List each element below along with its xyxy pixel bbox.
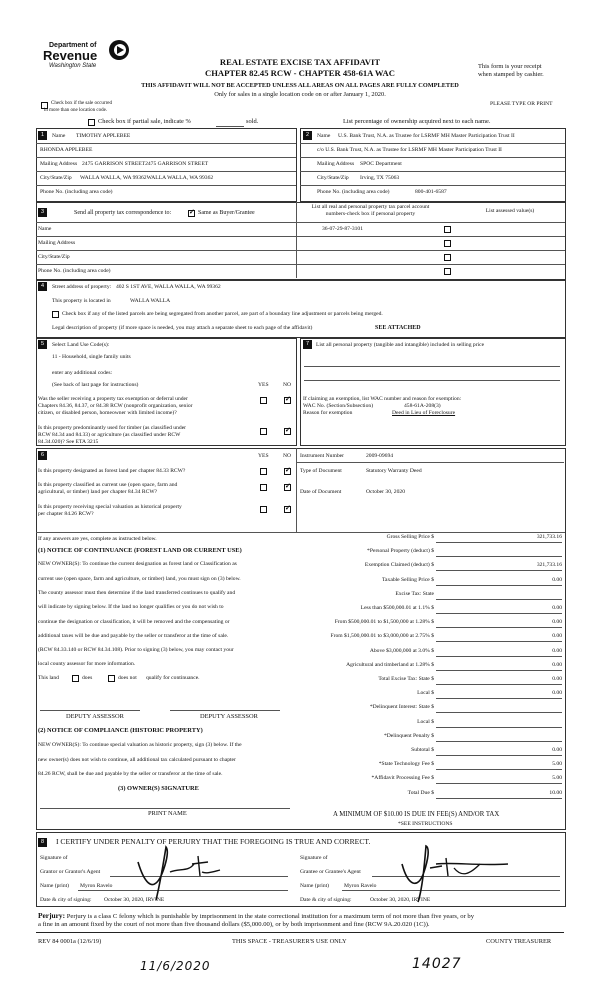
section-7-number: 7 xyxy=(303,340,312,349)
parcel-4-personal-checkbox[interactable] xyxy=(444,268,451,275)
doc-date-value[interactable]: October 30, 2020 xyxy=(366,489,405,495)
perjury-text-1: Perjury is a class C felony which is punishable by imprisonment in the state correctional institution for a maximum term of not more than five years, or by xyxy=(66,913,475,920)
compliance-title: (2) NOTICE OF COMPLIANCE (HISTORIC PROPERTY) xyxy=(38,727,203,734)
seller-mail[interactable]: 2475 GARRISON STREET2475 GARRISON STREET xyxy=(82,161,209,167)
tax-row-rule xyxy=(436,684,562,685)
tax-row-label: From $1,500,000.01 to $3,000,000 at 2.75% $ xyxy=(330,633,434,640)
exemption-label: If claiming an exemption, list WAC number and reason for exemption: xyxy=(303,396,462,402)
buyer-phone-label: Phone No. (including area code) xyxy=(317,189,390,195)
grantee-name[interactable]: Myron Ravelo xyxy=(344,883,377,889)
continuance-line1: NEW OWNER(S): To continue the current designation as forest land or Classification as xyxy=(38,561,237,567)
tax-row-label: Agricultural and timberland at 1.28% $ xyxy=(346,661,434,668)
tax-row-value[interactable]: 0.00 xyxy=(552,576,562,583)
seller-name[interactable]: TIMOTHY APPLEBEE xyxy=(76,133,131,139)
warning-text: THIS AFFIDAVIT WILL NOT BE ACCEPTED UNLESS ALL AREAS ON ALL PAGES ARE FULLY COMPLETED xyxy=(141,82,459,89)
multi-location-label-2: in more than one location code. xyxy=(44,108,108,113)
tax-row-rule xyxy=(436,712,562,713)
tax-row-label: *Delinquent Interest: State $ xyxy=(369,704,434,711)
parcel-1-personal-checkbox[interactable] xyxy=(444,226,451,233)
land-use-label: Select Land Use Code(s): xyxy=(52,342,110,348)
s5-q2-line2: RCW 84.34 and 84.33) or agriculture (as classified under RCW xyxy=(38,432,181,438)
logo-line2: Revenue xyxy=(43,48,98,63)
tax-row-label: Gross Selling Price $ xyxy=(386,534,434,540)
tax-row-label: Subtotal $ xyxy=(411,747,434,753)
see-back-label: (See back of last page for instructions) xyxy=(52,382,139,388)
tax-row-label: *Affidavit Processing Fee $ xyxy=(371,775,434,782)
instrument-value[interactable]: 2009-09694 xyxy=(366,453,394,459)
assessed-value-label: List assessed value(s) xyxy=(485,208,535,214)
section-3-number: 3 xyxy=(38,208,47,217)
partial-sale-label: Check box if partial sale, indicate % xyxy=(98,118,191,125)
segregated-label: Check box if any of the listed parcels are being segregated from another parcel, are part of a boundary line adjustment or parcels being merged. xyxy=(62,311,383,317)
certify-statement: I CERTIFY UNDER PENALTY OF PERJURY THAT THE FOREGOING IS TRUE AND CORRECT. xyxy=(56,837,371,846)
tax-row-label: *Personal Property (deduct) $ xyxy=(367,548,434,555)
handwritten-date: 11/6/2020 xyxy=(140,959,211,973)
buyer-city[interactable]: Irving, TX 75063 xyxy=(360,175,400,181)
seller-name-2[interactable]: RHONDA APPLEBEE xyxy=(40,147,93,153)
tax-row-value[interactable]: 0.00 xyxy=(552,619,562,626)
tax-row-rule xyxy=(436,670,562,671)
grantor-name-label: Name (print) xyxy=(40,883,70,889)
partial-sale-checkbox[interactable] xyxy=(88,119,95,126)
tax-row-rule xyxy=(436,599,562,600)
logo-line3: Washington State xyxy=(49,63,97,69)
rev-number: REV 84 0001a (12/6/19) xyxy=(38,938,102,945)
does-label: does xyxy=(82,675,93,681)
list-percentage-label: List percentage of ownership acquired next to each name. xyxy=(343,118,491,125)
s3-phone-label: Phone No. (including area code) xyxy=(38,268,111,274)
s5-q2-line1: Is this property predominantly used for timber (as classified under xyxy=(38,425,187,431)
buyer-mail[interactable]: SPOC Department xyxy=(360,161,402,167)
s5-yes-label: YES xyxy=(258,382,269,388)
county-treasurer: COUNTY TREASURER xyxy=(486,938,552,945)
land-use-value[interactable]: 11 - Household, single family units xyxy=(52,354,131,360)
s5-q2-yes-checkbox[interactable] xyxy=(260,428,267,435)
wac-value[interactable]: 458-61A-208(3) xyxy=(404,403,441,409)
segregated-checkbox[interactable] xyxy=(52,311,59,318)
tax-row-label: Local $ xyxy=(417,718,434,725)
continuance-line8: local county assessor for more information. xyxy=(38,661,136,667)
form-title-2: CHAPTER 82.45 RCW - CHAPTER 458-61A WAC xyxy=(205,68,395,78)
tax-row-value[interactable]: 5.00 xyxy=(552,761,562,768)
additional-codes-label: enter any additional codes: xyxy=(52,370,113,376)
compliance-line2: new owner(s) does not wish to continue, all additional tax calculated pursuant to chapter xyxy=(38,757,236,763)
tax-row-rule xyxy=(436,641,562,642)
s6-q2-line1: Is this property classified as current use (open space, farm and xyxy=(38,482,178,488)
doc-type-value[interactable]: Statutory Warranty Deed xyxy=(366,468,422,474)
tax-row-rule xyxy=(436,656,562,657)
tax-row-rule xyxy=(436,556,562,557)
s5-q2-no-checkbox[interactable] xyxy=(284,428,291,435)
tax-row-rule xyxy=(436,698,562,699)
located-in-value[interactable]: WALLA WALLA xyxy=(130,298,171,304)
s5-q1-line1: Was the seller receiving a property tax exemption or deferral under xyxy=(38,396,188,402)
s6-q2-no-checkbox[interactable] xyxy=(284,484,291,491)
section-1-number: 1 xyxy=(38,131,47,140)
reason-value[interactable]: Deed in Lieu of Foreclosure xyxy=(392,410,456,416)
handwritten-number: 14027 xyxy=(412,956,462,972)
parcel-3-personal-checkbox[interactable] xyxy=(444,254,451,261)
tax-row-rule xyxy=(436,783,562,784)
tax-row-value[interactable]: 321,733.16 xyxy=(536,534,562,540)
wac-label: WAC No. (Section/Subsection) xyxy=(303,403,374,409)
doc-type-label: Type of Document xyxy=(300,468,342,474)
tax-row-value[interactable]: 0.00 xyxy=(552,747,562,753)
s3-name-label: Name xyxy=(38,226,52,232)
form-title-1: REAL ESTATE EXCISE TAX AFFIDAVIT xyxy=(219,57,381,67)
instrument-label: Instrument Number xyxy=(300,453,344,459)
buyer-name[interactable]: U.S. Bank Trust, N.A. as Trustee for LSRMF MH Master Participation Trust II xyxy=(338,133,515,139)
does-not-qualify-checkbox[interactable] xyxy=(108,675,115,682)
reason-label: Reason for exemption xyxy=(303,410,353,416)
continuance-line2: current use (open space, farm and agriculture, or timber) land, you must sign on (3) below. xyxy=(38,576,241,582)
minimum-due-note: A MINIMUM OF $10.00 IS DUE IN FEE(S) AND/OR TAX xyxy=(333,811,500,818)
s6-q3-line1: Is this property receiving special valuation as historical property xyxy=(38,504,182,510)
tax-row-value[interactable]: 0.00 xyxy=(552,661,562,668)
seller-city-label: City/State/Zip xyxy=(40,175,72,181)
dor-emblem-icon xyxy=(107,38,131,62)
continuance-line5: continue the designation or classification, it will be removed and the compensating or xyxy=(38,619,230,625)
s6-q3-no-checkbox[interactable] xyxy=(284,506,291,513)
tax-row-rule xyxy=(436,798,562,799)
tax-row-value[interactable]: 0.00 xyxy=(552,605,562,611)
tax-row-rule xyxy=(436,769,562,770)
section-8-number: 8 xyxy=(38,838,47,847)
buyer-city-label: City/State/Zip xyxy=(317,175,349,181)
see-instructions-note: *SEE INSTRUCTIONS xyxy=(398,821,453,827)
treasurer-space: THIS SPACE - TREASURER'S USE ONLY xyxy=(232,938,347,945)
s6-q1-yes-checkbox[interactable] xyxy=(260,468,267,475)
list-parcels-1: List all real and personal property tax parcel account xyxy=(311,204,430,210)
tax-row-label: Taxable Selling Price $ xyxy=(382,576,434,583)
compliance-line3: 84.26 RCW, shall be due and payable by the seller or transferor at the time of sale. xyxy=(38,771,223,777)
tax-row-value[interactable]: 10.00 xyxy=(549,789,562,796)
tax-row-label: Local $ xyxy=(417,690,434,697)
section-5-number: 5 xyxy=(38,340,47,349)
if-yes-note: If any answers are yes, complete as instructed below. xyxy=(38,536,157,542)
s6-yes-label: YES xyxy=(258,453,269,459)
grantee-date[interactable]: October 30, 2020, IRVINE xyxy=(370,897,431,903)
perjury-line-1 xyxy=(38,912,474,921)
tax-row-rule xyxy=(436,727,562,728)
grantor-name[interactable]: Myron Ravelo xyxy=(80,883,113,889)
only-for-text: Only for sales in a single location code on or after January 1, 2020. xyxy=(214,91,386,98)
buyer-phone[interactable]: 800-401-6587 xyxy=(415,189,447,195)
grantor-date[interactable]: October 30, 2020, IRVINE xyxy=(104,897,165,903)
send-correspondence-label: Send all property tax correspondence to: xyxy=(74,210,172,216)
print-name-label: PRINT NAME xyxy=(148,810,187,817)
seller-city[interactable]: WALLA WALLA, WA 99362WALLA WALLA, WA 99362 xyxy=(80,175,214,181)
seller-phone-label: Phone No. (including area code) xyxy=(40,189,113,195)
s6-q2-yes-checkbox[interactable] xyxy=(260,484,267,491)
tax-row-label: Exemption Claimed (deduct) $ xyxy=(364,562,434,569)
tax-row-value[interactable]: 0.00 xyxy=(552,690,562,697)
personal-property-label: List all personal property (tangible and intangible) included in selling price xyxy=(316,342,485,348)
compliance-line1: NEW OWNER(S): To continue special valuation as historic property, sign (3) below. If the xyxy=(38,742,242,748)
deputy-assessor-2: DEPUTY ASSESSOR xyxy=(200,713,258,720)
doc-date-label: Date of Document xyxy=(300,489,342,495)
grantor-date-label: Date & city of signing: xyxy=(40,897,92,903)
grantor-signature xyxy=(130,842,230,902)
buyer-mail-label: Mailing Address xyxy=(317,161,355,167)
section-2-number: 2 xyxy=(303,131,312,140)
tax-row-rule xyxy=(436,741,562,742)
continuance-line3: The county assessor must then determine if the land transferred continues to qualify and xyxy=(38,590,236,596)
qualify-label: qualify for continuance. xyxy=(146,675,200,681)
street-label: Street address of property: xyxy=(52,284,112,290)
tax-row-label: Less than $500,000.01 at 1.1% $ xyxy=(360,605,434,611)
seller-name-label: Name xyxy=(52,133,66,139)
tax-row-value[interactable]: 0.00 xyxy=(552,633,562,640)
s6-q3-line2: per chapter 84.26 RCW? xyxy=(38,511,94,517)
s6-q1-no-checkbox[interactable] xyxy=(284,468,291,475)
s5-q2-line3: 84.34.020)? See ETA 3215 xyxy=(38,439,99,445)
grantee-signature xyxy=(396,842,516,904)
s5-q1-line3: citizen, or disabled person, homeowner with limited income)? xyxy=(38,410,177,416)
tax-row-label: Total Due $ xyxy=(407,789,434,796)
s6-q1: Is this property designated as forest land per chapter 84.33 RCW? xyxy=(38,468,186,474)
grantor-agent-label: Grantor or Grantor's Agent xyxy=(40,869,101,875)
receipt-note-2: when stamped by cashier. xyxy=(478,71,544,78)
deputy-assessor-1: DEPUTY ASSESSOR xyxy=(66,713,124,720)
receipt-note-1: This form is your receipt xyxy=(478,63,542,70)
please-type: PLEASE TYPE OR PRINT xyxy=(490,101,553,107)
continuance-line7: (RCW 84.33.140 or RCW 84.34.108). Prior to signing (3) below, you may contact your xyxy=(38,647,234,653)
tax-row-rule xyxy=(436,542,562,543)
tax-row-value[interactable]: 321,733.16 xyxy=(536,562,562,569)
tax-row-rule xyxy=(436,755,562,756)
perjury-text-2: a fine in an amount fixed by the court of not more than five thousand dollars ($5,000.00), or by both imprisonment and fine (RCW 9A.20.020 (1C)). xyxy=(38,921,430,928)
tax-row-rule xyxy=(436,585,562,586)
grantee-agent-label: Grantee or Grantee's Agent xyxy=(300,869,361,875)
tax-row-rule xyxy=(436,613,562,614)
s5-q1-line2: Chapters 84.36, 84.37, or 84.38 RCW (nonprofit organization, senior xyxy=(38,403,193,409)
grantee-date-label: Date & city of signing: xyxy=(300,897,352,903)
tax-row-label: From $500,000.01 to $1,500,000 at 1.28% $ xyxy=(334,619,434,626)
continuance-line4: will indicate by signing below. If the land no longer qualifies or you do not wish to xyxy=(38,604,224,610)
dor-logo xyxy=(37,40,132,72)
continuance-title: (1) NOTICE OF CONTINUANCE (FOREST LAND OR CURRENT USE) xyxy=(38,547,242,554)
section-6-number: 6 xyxy=(38,451,47,460)
parcel-2-personal-checkbox[interactable] xyxy=(444,240,451,247)
does-qualify-checkbox[interactable] xyxy=(72,675,79,682)
section-4-number: 4 xyxy=(38,282,47,291)
tax-row-label: Above $3,000,000 at 3.0% $ xyxy=(369,647,434,654)
located-in-label: This property is located in xyxy=(52,298,111,304)
tax-row-label: Excise Tax: State xyxy=(395,590,434,597)
same-as-buyer-label: Same as Buyer/Grantee xyxy=(198,210,255,216)
tax-row-label: Total Excise Tax: State $ xyxy=(378,676,434,682)
same-as-buyer-checkbox[interactable] xyxy=(188,210,195,217)
tax-row-value[interactable]: 0.00 xyxy=(552,647,562,654)
tax-row-label: *Delinquent Penalty $ xyxy=(383,732,434,739)
street-address[interactable]: 402 S 1ST AVE, WALLA WALLA, WA 99362 xyxy=(116,284,221,290)
owner-signature-title: (3) OWNER(S) SIGNATURE xyxy=(118,785,199,792)
s6-no-label: NO xyxy=(283,453,292,459)
tax-row-label: *State Technology Fee $ xyxy=(378,761,434,768)
s3-mail-label: Mailing Address xyxy=(38,240,76,246)
list-parcels-2: numbers-check box if personal property xyxy=(325,211,416,217)
buyer-name-2[interactable]: c/o U.S. Bank Trust, N.A. as Trustee for LSRMF MH Master Participation Trust II xyxy=(317,147,502,153)
grantor-sig-label: Signature of xyxy=(40,855,68,861)
grantee-sig-label: Signature of xyxy=(300,855,328,861)
parcel-number[interactable]: 36-07-29-87-3101 xyxy=(322,226,364,232)
legal-desc-label: Legal description of property (if more space is needed, you may attach a separate sheet to each page of the affidavit) xyxy=(52,325,313,331)
tax-row-rule xyxy=(436,627,562,628)
multi-location-label-1: Check box if the sale occurred xyxy=(51,101,112,106)
tax-row-rule xyxy=(436,570,562,571)
grantee-name-label: Name (print) xyxy=(300,883,330,889)
s6-q3-yes-checkbox[interactable] xyxy=(260,506,267,513)
does-not-label: does not xyxy=(118,675,137,681)
perjury-label: Perjury: xyxy=(38,911,66,920)
logo-line1: Department of xyxy=(49,42,97,49)
s5-no-label: NO xyxy=(283,382,292,388)
continuance-line6: additional taxes will be due and payable by the seller or transferor at the time of sale. xyxy=(38,633,229,639)
legal-desc-value[interactable]: SEE ATTACHED xyxy=(375,325,421,331)
s5-q1-no-checkbox[interactable] xyxy=(284,397,291,404)
buyer-name-label: Name xyxy=(317,133,331,139)
s6-q2-line2: agricultural, or timber) land per chapter 84.34 RCW? xyxy=(38,489,158,495)
this-land-label: This land xyxy=(38,675,59,681)
tax-row-value[interactable]: 5.00 xyxy=(552,775,562,782)
seller-mail-label: Mailing Address xyxy=(40,161,78,167)
s5-q1-yes-checkbox[interactable] xyxy=(260,397,267,404)
sold-label: sold. xyxy=(246,118,259,125)
section-7 xyxy=(300,338,566,446)
s3-city-label: City/State/Zip xyxy=(38,254,70,260)
tax-row-value[interactable]: 0.00 xyxy=(552,676,562,682)
